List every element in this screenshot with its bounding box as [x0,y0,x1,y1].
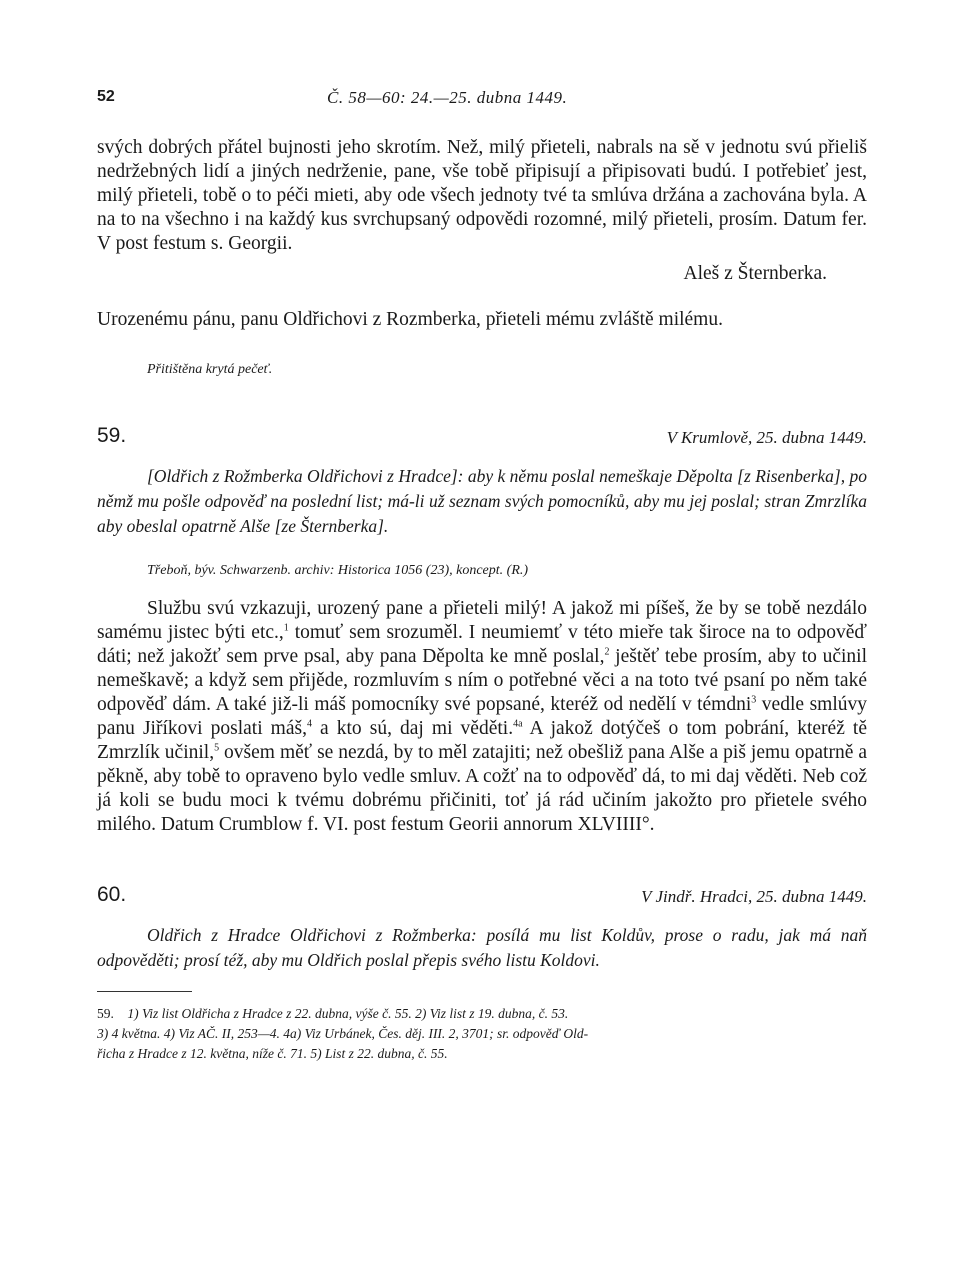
text-segment: ovšem měť se nezdá, by to měl zatajiti; než obešliž pana Alše a piš jemu opatrně a pěkně, aby tobě to opraveno bylo vedle smluv. A cožť na to odpověď dá, to mi daj věděti. Neb což já koli se budu moci k tvému dobrému přičiniti, toť já rád učiním jakožto pro přietele svého milého. Datum Crumblow f. VI. post festum Georii annorum XLVIIII°. [97,742,867,835]
doc60-heading [97,883,867,913]
doc60-number: 60. [97,883,127,906]
doc59-place-date: V Krumlově, 25. dubna 1449. [666,428,867,447]
footnote-divider [97,991,192,992]
footnote-text: 1) Viz list Oldřicha z Hradce z 22. dubna, výše č. 55. 2) Viz list z 19. dubna, č. 53. [127,1005,569,1021]
doc58-body: svých dobrých přátel bujnosti jeho skrotím. Než, milý přieteli, nabrals na sě v jednotu svú přieliš nedržebných lidí a jiných nedrženie, pane, vše tobě připisují a připisovati budú. I potřebieť jest, milý přieteli, tobě o to péči mieti, aby ode všech jednoty tvé ta smlúva držána a zachována byla. A na to na všechno i na každý kus svrchupsaný odpovědi rozomné, milý přieteli, prosím. Datum fer. V post festum s. Georgii. [97,137,867,254]
doc58-address: Urozenému pánu, panu Oldřichovi z Rozmberka, přieteli mému zvláště milému. [97,309,723,330]
footnote-line: řicha z Hradce z 12. května, níže č. 71. 5) List z 22. dubna, č. 55. [97,1045,448,1061]
footnote-ref: 4a [513,718,523,730]
footnote-line: 3) 4 května. 4) Viz AČ. II, 253—4. 4a) Viz Urbánek, Čes. děj. III. 2, 3701; sr. odpověď Old- [97,1025,589,1041]
footnote-ref: 2 [604,646,610,658]
footnote-ref: 4 [306,718,312,730]
doc60-place-date: V Jindř. Hradci, 25. dubna 1449. [641,887,867,906]
text-segment: ještěť tebe prosím, aby to učinil nemeškavě; a když sem přijěde, rozmluvím s ním o potřebné věci a na toto tvé psaní po něm také odpověď dám. A také již-li máš pomocníky své popsané, kteréž od nedělí v témdni [97,646,867,715]
text-segment: tomuť sem srozuměl. I neumiemť v této mieře tak široce na to odpověď dáti; než jakožť sem prve psal, aby pana Děpolta ke mně poslal, [97,622,868,667]
page-header [97,88,867,112]
doc58-signature: Aleš z Šternberka. [683,263,827,284]
text-segment: Službu svú vzkazuji, urozený pane a přieteli milý! A jakož mi píšeš, že by se tobě nezdálo samému jistec býti etc., [97,598,867,643]
doc59-regest: [Oldřich z Rožmberka Oldřichovi z Hradce]: aby k němu poslal nemeškaje Děpolta [z Risenberka], po němž mu pošle odpověď na poslední list; má-li už seznam svých pomocníků, aby mu jej poslal; stran Zmrzlíka aby obeslal opatrně Alše [ze Šternberka]. [97,466,867,536]
footnotes [97,1004,867,1064]
doc59-heading [97,424,867,454]
doc59-number: 59. [97,424,127,447]
text-segment: a kto sú, daj mi věděti. [311,718,514,739]
footnote-ref: 1 [283,622,289,634]
footnote-doc-label: 59. [97,1005,114,1021]
doc59-letter-text [97,597,867,837]
doc59-archive-note: Třeboň, býv. Schwarzenb. archiv: Historica 1056 (23), koncept. (R.) [147,563,529,578]
text-segment: A jakož dotýčeš o tom pobrání, kteréž tě Zmrzlík učinil, [97,718,867,763]
footnote-ref: 5 [214,742,220,754]
footnote-line [97,1004,867,1024]
page-number: 52 [97,88,115,105]
text-segment: vedle smlúvy panu Jiříkovi poslati máš, [97,694,867,739]
doc58-seal-note: Přitištěna krytá pečeť. [147,362,273,377]
doc60-regest: Oldřich z Hradce Oldřichovi z Rožmberka: posílá mu list Koldův, prose o radu, jak má naň odpověděti; prosí též, aby mu Oldřich poslal přepis svého listu Koldovi. [97,925,867,970]
document-page [97,88,867,1064]
footnote-ref: 3 [751,694,757,706]
running-title: Č. 58—60: 24.—25. dubna 1449. [327,88,568,107]
